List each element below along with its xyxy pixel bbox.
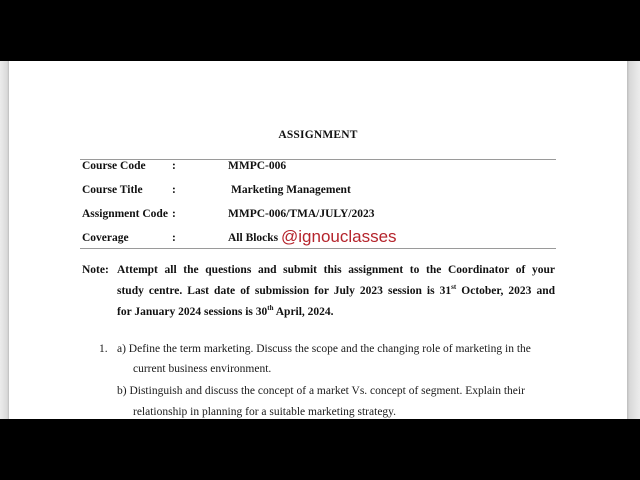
note-line: [117, 302, 334, 323]
watermark-text: @ignouclasses: [281, 227, 397, 246]
info-label: Course Code: [82, 160, 146, 172]
note-text: study centre. Last date of submission for July 2023 session is 31: [117, 285, 452, 297]
info-label: Course Title: [82, 184, 143, 196]
note-text: for January 2024 sessions is 30: [117, 306, 268, 318]
question-part-b-line: b) Distinguish and discuss the concept of a market Vs. concept of segment. Explain their: [117, 385, 525, 397]
info-value: All Blocks: [228, 232, 279, 244]
table-top-rule: [80, 159, 556, 160]
document-page: [9, 61, 627, 419]
document-title: ASSIGNMENT: [278, 129, 358, 141]
table-bottom-rule: [80, 248, 556, 249]
letterbox-bottom: [0, 419, 640, 480]
info-label: Coverage: [82, 232, 129, 244]
info-colon: :: [172, 232, 176, 244]
info-colon: :: [172, 160, 176, 172]
note-text: April, 2024.: [273, 306, 334, 318]
info-value: Marketing Management: [231, 184, 351, 196]
document-viewer[interactable]: [0, 61, 640, 419]
info-colon: :: [172, 208, 176, 220]
question-part-a-line: a) Define the term marketing. Discuss the scope and the changing role of marketing in the: [117, 343, 531, 355]
note-line: Attempt all the questions and submit this assignment to the Coordinator of your: [117, 264, 555, 276]
info-value: MMPC-006/TMA/JULY/2023: [228, 208, 375, 220]
info-value: MMPC-006: [228, 160, 287, 172]
page-shadow-left: [0, 61, 9, 419]
letterbox-top: [0, 0, 640, 61]
note-line: [117, 281, 555, 302]
note-label: Note:: [82, 264, 109, 276]
info-label: Assignment Code: [82, 208, 168, 220]
page-shadow-right: [627, 61, 640, 419]
note-text: October, 2023 and: [456, 285, 555, 297]
question-part-b-line: relationship in planning for a suitable marketing strategy.: [133, 406, 397, 418]
question-number: 1.: [99, 343, 108, 355]
ordinal-suffix: th: [267, 304, 274, 312]
ordinal-suffix: st: [451, 283, 457, 291]
question-part-a-line: current business environment.: [133, 363, 272, 375]
info-colon: :: [172, 184, 176, 196]
